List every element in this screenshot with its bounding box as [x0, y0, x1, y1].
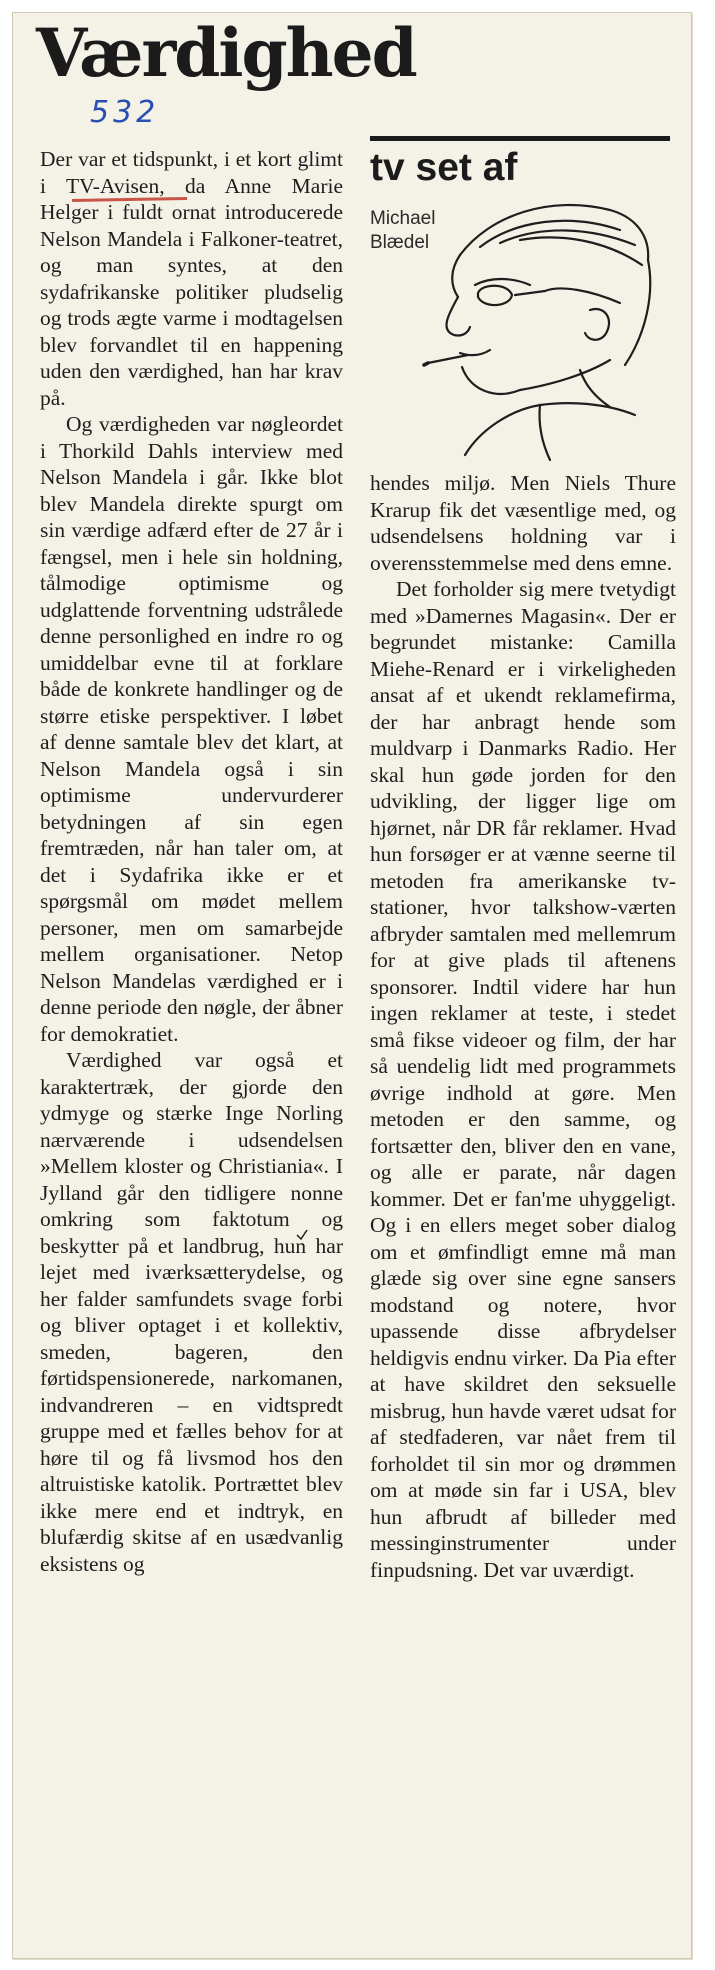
byline-last-name: Blædel [370, 232, 430, 253]
headline: Værdighed [36, 14, 416, 92]
paragraph: Og værdigheden var nøgleordet i Thorkild Dahls interview med Nelson Mandela i går. Ikke blot blev Mandela direkte spurgt om sin værdige adfærd efter de 27 år i fængsel, men i hele sin holdning, tålmodige optimisme og udglattende forventning udstrålede denne personlighed en indre ro og umiddelbar evne til at forklare både de konkrete handlinger og de større etiske perspektiver. I løbet af denne samtale blev det klart, at Nelson Mandela også i sin optimisme undervurderer betydningen af sin egen fremtræden, når han taler om, at det i Sydafrika ikke er et spørgsmål om mødet mellem personer, men om samarbejde mellem organisationer. Netop Nelson Mandelas værdighed er i denne periode den nøgle, der åbner for demokratiet. [40, 412, 343, 1046]
pen-check-mark [295, 1228, 309, 1242]
paragraph: hendes miljø. Men Niels Thure Krarup fik det væsentlige med, og udsendelsens holdning var i overensstemmelse med dens emne. [370, 471, 676, 575]
paragraph: Der var et tidspunkt, i et kort glimt i TV-Avisen, da Anne Marie Helger i fuldt ornat introducerede Nelson Mandela i Falkoner-teatret, og man syntes, at den sydafrikanske politiker pludselig og trods ægte varme i modtagelsen blev forvandlet til en happening uden den værdighed, han har krav på. [40, 147, 343, 410]
paragraph: Værdighed var også et karaktertræk, der gjorde den ydmyge og stærke Inge Norling nærværende i udsendelsen »Mellem kloster og Christiania«. I Jylland går den tidligere nonne omkring som faktotum og beskytter på et landbrug, hun har lejet med iværksætterydelse, og her falder samfundets svage forbi og bliver optaget i et kollektiv, smeden, bageren, den førtidspensionerede, narkomanen, indvandreren – en vidtspredt gruppe med et fælles behov for at høre til og få livsmod hos den altruistiske katolik. Portrættet blev ikke mere end et indtryk, en blufærdig skitse af en usædvanlig eksistens og [40, 1048, 343, 1576]
caricature-sketch-icon [420, 185, 660, 465]
right-column [370, 470, 676, 1583]
column-kicker: tv set af [370, 146, 518, 189]
left-column [40, 146, 343, 1577]
column-header-rule [370, 136, 670, 141]
handwritten-note: 532 [90, 95, 160, 130]
byline-first-name: Michael [370, 208, 436, 229]
paragraph: Det forholder sig mere tvetydigt med »Damernes Magasin«. Der er begrundet mistanke: Camilla Miehe-Renard er i virkeligheden ansat af et ukendt reklamefirma, der har anbragt hende som muldvarp i Danmarks Radio. Her skal hun gøde jorden for den udvikling, der ligger lige om hjørnet, når DR får reklamer. Hvad hun forsøger er at vænne seerne til metoden fra amerikanske tv-stationer, hvor talkshow-værten afbryder samtalen med mellemrum for at give plads til aftenens sponsorer. Indtil videre har hun ingen reklamer at teste, i stedet små fikse videoer og film, der har så uendelig lidt med programmets øvrige indhold at gøre. Men metoden er den samme, og fortsætter den, bliver den en vane, og alle er parate, når dagen kommer. Det er fan'me uhyggeligt. Og i en ellers meget sober dialog om et ømfindligt emne må man glæde sig over sine egne sansers modstand og notere, hvor upassende disse afbrydelser heldigvis endnu virker. Da Pia efter at have skildret den seksuelle misbrug, hun havde været udsat for af stedfaderen, var nået frem til forholdet til sin mor og drømmen om at møde sin far i USA, blev hun afbrudt af billeder med messinginstrumenter under finpudsning. Det var uværdigt. [370, 577, 676, 1582]
